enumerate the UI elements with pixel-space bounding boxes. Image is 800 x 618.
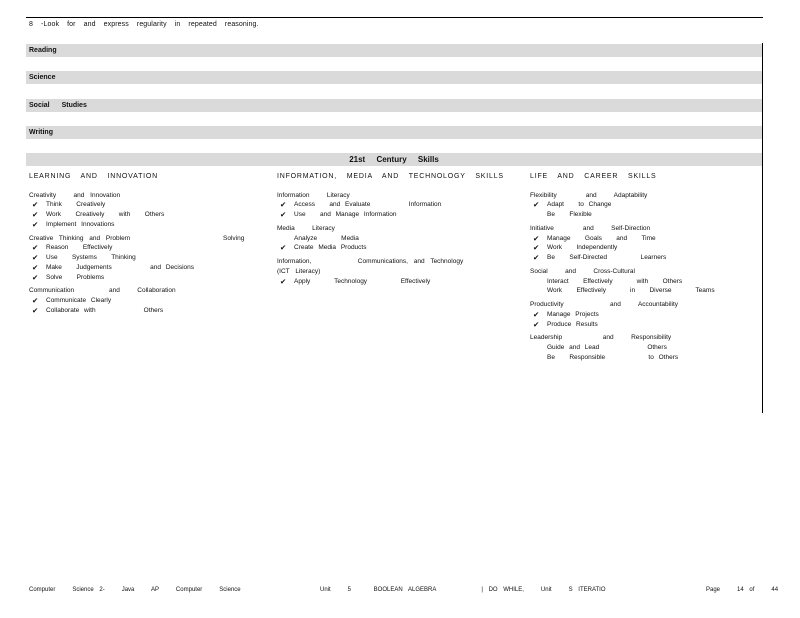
skill-group [277, 191, 517, 220]
skill-item [29, 200, 259, 210]
skill-item [29, 296, 259, 306]
skill-item [29, 253, 259, 263]
reading-band: Reading [26, 44, 762, 57]
skill-group-title: Productivity and Accountability [530, 301, 679, 308]
skill-item-label: Guide and Lead Others [547, 344, 667, 351]
checkmark-icon: ✔ [533, 319, 540, 329]
skill-item-label: Reason Effectively [46, 244, 113, 252]
skill-group [530, 191, 755, 220]
skill-item-label: Be Flexible [547, 211, 592, 218]
skill-item-label: Collaborate with Others [46, 306, 164, 314]
skill-item [277, 277, 517, 287]
checkmark-icon: ✔ [533, 243, 540, 253]
checkmark-icon: ✔ [32, 219, 39, 229]
skill-item [29, 263, 259, 273]
skill-group-title: Flexibility and Adaptability [530, 191, 648, 199]
skill-group-title: Communication and Collaboration [29, 287, 176, 295]
standard-intro-line: 8 -Look for and express regularity in repeated reasoning. [29, 21, 259, 28]
top-rule [26, 17, 763, 18]
skill-item [530, 320, 755, 330]
column-heading: LIFE AND CAREER SKILLS [530, 173, 657, 180]
skill-item [530, 210, 755, 220]
skill-item-label: Use and Manage Information [294, 211, 397, 218]
skill-group [530, 267, 755, 296]
skill-item [277, 243, 517, 253]
skill-group [29, 286, 259, 315]
skill-group [530, 224, 755, 263]
skill-item [530, 243, 755, 253]
skill-groups [530, 191, 755, 363]
skill-item [29, 210, 259, 220]
skill-item-label: Produce Results [547, 320, 598, 328]
skill-group [29, 191, 259, 230]
skill-item-label: Analyze Media [294, 234, 359, 242]
checkmark-icon: ✔ [32, 272, 39, 282]
skill-item-label: Make Judgements and Decisions [46, 263, 194, 271]
column-heading: LEARNING AND INNOVATION [29, 173, 158, 180]
checkmark-icon: ✔ [280, 276, 287, 286]
skill-item [530, 310, 755, 320]
learning-innovation-column [29, 172, 259, 320]
skill-item-label: Communicate Clearly [46, 297, 112, 304]
skill-item-label: Be Responsible to Others [547, 353, 679, 361]
skill-group-title: Initiative and Self-Direction [530, 224, 651, 232]
social-studies-band: Social Studies [26, 99, 762, 112]
skill-group-title: Information, Communications, and Technology (ICT Literacy) [277, 258, 464, 275]
skill-group [530, 333, 755, 362]
checkmark-icon: ✔ [32, 200, 39, 210]
skill-item-label: Be Self-Directed Learners [547, 254, 667, 261]
skill-item [530, 277, 755, 287]
skill-item [277, 210, 517, 220]
footer-unit: Unit 5 BOOLEAN ALGEBRA | DO WHILE, Unit S ITERATIO [320, 587, 606, 593]
checkmark-icon: ✔ [280, 200, 287, 210]
skill-item-label: Work Creatively with Others [46, 211, 165, 218]
skill-item [530, 253, 755, 263]
checkmark-icon: ✔ [533, 309, 540, 319]
skill-item [29, 273, 259, 283]
skill-item-label: Implement Innovations [46, 220, 115, 228]
skill-group-title: Social and Cross-Cultural [530, 267, 635, 275]
science-band: Science [26, 71, 762, 84]
checkmark-icon: ✔ [533, 233, 540, 243]
skill-item [530, 353, 755, 363]
skill-group-title: Information Literacy [277, 191, 350, 199]
skill-item [277, 200, 517, 210]
information-media-tech-column [277, 172, 517, 290]
skill-item-label: Use Systems Thinking [46, 254, 136, 261]
skill-item [530, 234, 755, 244]
skill-item [29, 243, 259, 253]
skill-group-title: Leadership and Responsibility [530, 334, 672, 342]
skill-item-label: Work Effectively in Diverse Teams [547, 287, 715, 295]
skill-item [530, 200, 755, 210]
column-heading: INFORMATION, MEDIA AND TECHNOLOGY SKILLS [277, 173, 504, 180]
skill-item-label: Solve Problems [46, 273, 105, 281]
skill-group-title: Creativity and Innovation [29, 191, 121, 199]
skill-item [530, 343, 755, 353]
skill-item-label: Access and Evaluate Information [294, 201, 442, 209]
checkmark-icon: ✔ [533, 200, 540, 210]
skills-header-band: 21st Century Skills [26, 153, 762, 166]
skill-group [277, 257, 517, 286]
skill-group-title: Media Literacy [277, 224, 335, 232]
checkmark-icon: ✔ [280, 243, 287, 253]
skill-groups [277, 191, 517, 287]
life-career-column [530, 172, 755, 367]
checkmark-icon: ✔ [32, 262, 39, 272]
skill-item-label: Create Media Products [294, 244, 367, 252]
checkmark-icon: ✔ [280, 210, 287, 219]
skill-group [530, 300, 755, 329]
skill-item [530, 286, 755, 296]
skill-item-label: Manage Projects [547, 310, 599, 318]
skill-group [29, 234, 259, 283]
writing-band: Writing [26, 126, 762, 139]
checkmark-icon: ✔ [533, 253, 540, 262]
skill-groups [29, 191, 259, 316]
skill-item-label: Work Independently [547, 244, 618, 252]
footer-course: Computer Science 2- Java AP Computer Science [29, 587, 241, 593]
checkmark-icon: ✔ [32, 253, 39, 262]
right-border-rule [762, 43, 763, 413]
checkmark-icon: ✔ [32, 305, 39, 315]
footer-page-number: Page 14 of 44 [706, 587, 779, 593]
skill-item-label: Interact Effectively with Others [547, 277, 683, 285]
checkmark-icon: ✔ [32, 243, 39, 253]
skill-item-label: Apply Technology Effectively [294, 277, 431, 285]
skill-item [29, 306, 259, 316]
skill-group-title: Creative Thinking and Problem Solving [29, 234, 245, 242]
skill-item [29, 220, 259, 230]
skill-item-label: Think Creatively [46, 201, 106, 209]
checkmark-icon: ✔ [32, 296, 39, 305]
skill-item-label: Manage Goals and Time [547, 234, 656, 242]
skill-group [277, 224, 517, 253]
skill-item-label: Adapt to Change [547, 201, 612, 209]
skill-item [277, 234, 517, 244]
checkmark-icon: ✔ [32, 210, 39, 219]
